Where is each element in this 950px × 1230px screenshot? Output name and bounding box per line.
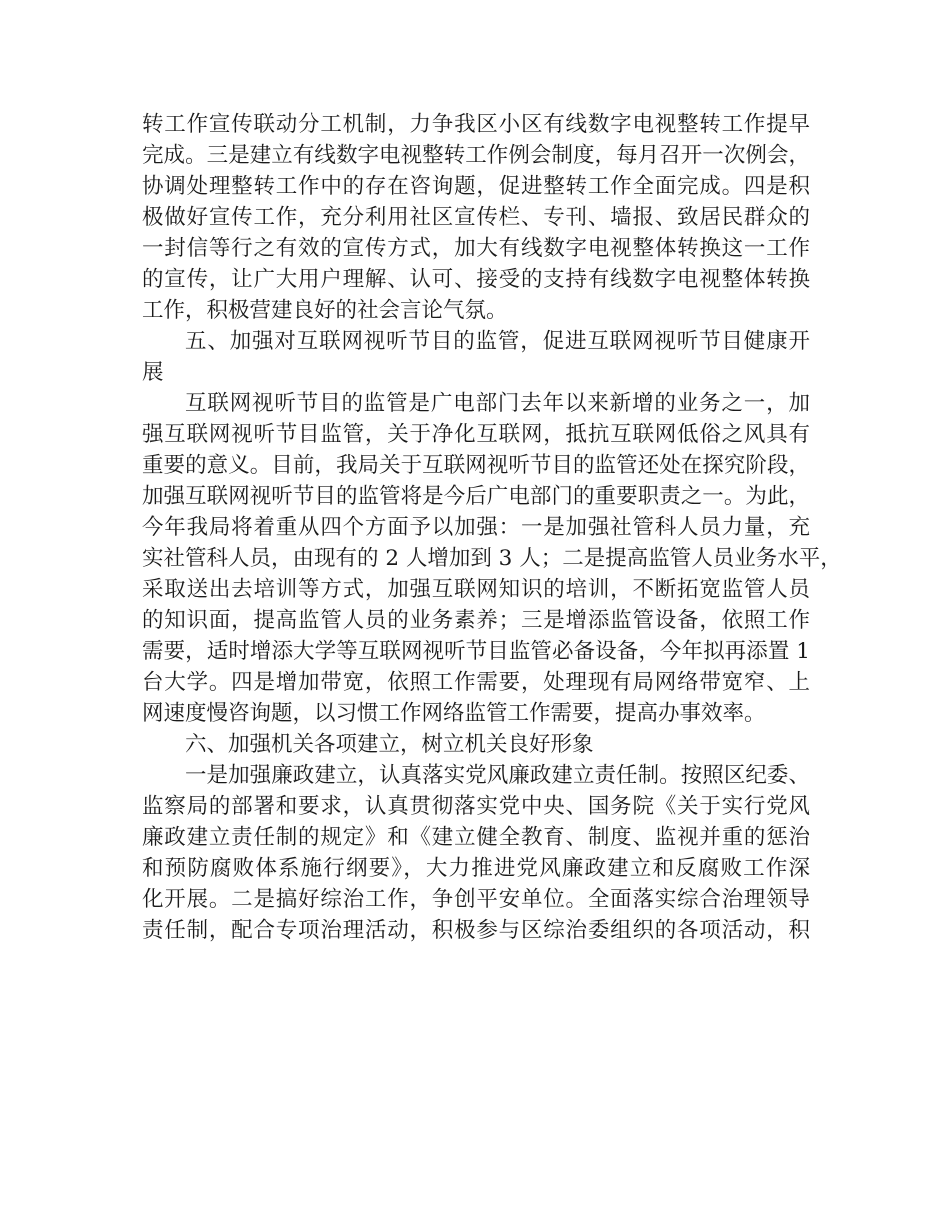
text-line: 一封信等行之有效的宣传方式，加大有线数字电视整体转换这一工作: [142, 236, 810, 261]
text-line: 实社管科人员，由现有的 2 人增加到 3 人；二是提高监管人员业务水平，: [142, 546, 842, 571]
text-line: 重要的意义。目前，我局关于互联网视听节目的监管还处在探究阶段，: [142, 453, 810, 478]
text-line: 强互联网视听节目监管，关于净化互联网，抵抗互联网低俗之风具有: [142, 422, 810, 447]
text-line: 采取送出去培训等方式，加强互联网知识的培训，不断拓宽监管人员: [142, 577, 810, 602]
text-line: 和预防腐败体系施行纲要》，大力推进党风廉政建立和反腐败工作深: [142, 856, 810, 881]
text-line: 互联网视听节目的监管是广电部门去年以来新增的业务之一，加: [185, 391, 810, 416]
text-line: 一是加强廉政建立，认真落实党风廉政建立责任制。按照区纪委、: [185, 763, 810, 788]
text-line: 需要，适时增添大学等互联网视听节目监管必备设备，今年拟再添置 1: [142, 639, 810, 664]
text-line: 五、加强对互联网视听节目的监管，促进互联网视听节目健康开: [185, 329, 810, 354]
text-line: 极做好宣传工作，充分利用社区宣传栏、专刊、墙报、致居民群众的: [142, 205, 810, 230]
document-body: [142, 109, 842, 946]
text-line: 完成。三是建立有线数字电视整转工作例会制度，每月召开一次例会，: [142, 143, 810, 168]
text-line: 台大学。四是增加带宽，依照工作需要，处理现有局网络带宽窄、上: [142, 670, 810, 695]
text-line: 加强互联网视听节目的监管将是今后广电部门的重要职责之一。为此，: [142, 484, 810, 509]
text-line: 展: [142, 360, 164, 385]
text-line: 廉政建立责任制的规定》和《建立健全教育、制度、监视并重的惩治: [142, 825, 810, 850]
text-line: 转工作宣传联动分工机制，力争我区小区有线数字电视整转工作提早: [142, 112, 810, 137]
text-line: 监察局的部署和要求，认真贯彻落实党中央、国务院《关于实行党风: [142, 794, 810, 819]
text-line: 的知识面，提高监管人员的业务素养；三是增添监管设备，依照工作: [142, 608, 810, 633]
text-line: 工作，积极营建良好的社会言论气氛。: [142, 298, 508, 323]
text-line: 六、加强机关各项建立，树立机关良好形象: [185, 732, 594, 757]
text-line: 网速度慢咨询题，以习惯工作网络监管工作需要，提高办事效率。: [142, 701, 766, 726]
text-line: 协调处理整转工作中的存在咨询题，促进整转工作全面完成。四是积: [142, 174, 810, 199]
text-line: 今年我局将着重从四个方面予以加强：一是加强社管科人员力量，充: [142, 515, 810, 540]
text-line: 化开展。二是搞好综治工作，争创平安单位。全面落实综合治理领导: [142, 887, 810, 912]
text-line: 的宣传，让广大用户理解、认可、接受的支持有线数字电视整体转换: [142, 267, 810, 292]
text-line: 责任制，配合专项治理活动，积极参与区综治委组织的各项活动，积: [142, 918, 810, 943]
